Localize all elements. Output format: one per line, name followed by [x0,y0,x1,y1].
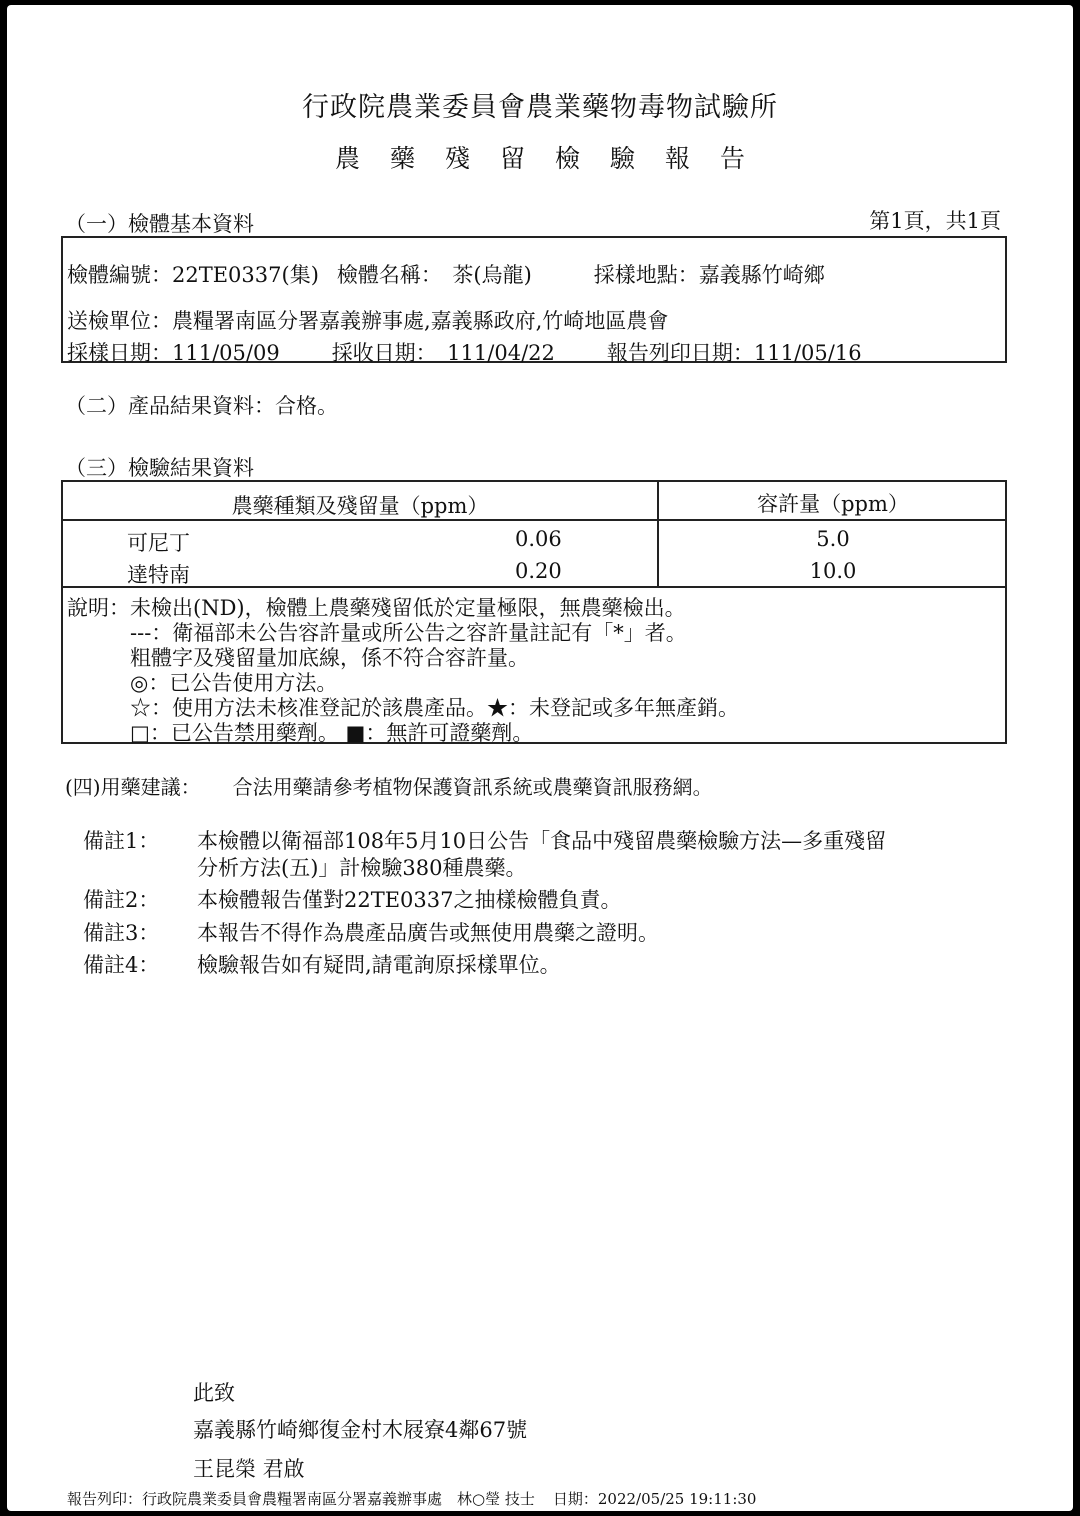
section1-heading: （一）檢體基本資料 [65,212,254,236]
print-date: 報告列印日期：111/05/16 [606,341,862,365]
sample-number: 檢體編號：22TE0337(集) [67,263,319,287]
tolerance-value: 10.0 [809,559,857,583]
header-tolerance: 容許量（ppm） [757,492,909,516]
print-footer [67,1488,756,1509]
residue-value: 0.20 [515,559,562,583]
remark-text: 本報告不得作為農產品廣告或無使用農藥之證明。 [197,921,659,945]
advice-label: (四)用藥建議： [65,775,201,799]
remark-text: 本檢體報告僅對22TE0337之抽樣檢體負責。 [197,888,622,912]
print-timestamp: 日期：2022/05/25 19:11:30 [552,1490,757,1508]
tolerance-value: 5.0 [816,527,850,551]
pesticide-name: 可尼丁 [127,531,190,555]
remark-label: 備註3： [83,921,160,945]
remark-text: 檢驗報告如有疑問,請電詢原採樣單位。 [197,953,561,977]
remark-text: 分析方法(五)」計檢驗380種農藥。 [197,856,527,880]
table-divider [63,586,1005,588]
note-line: □：已公告禁用藥劑。 ■：無許可證藥劑。 [67,721,534,745]
note-line: 粗體字及殘留量加底線，係不符合容許量。 [67,646,529,670]
printed-by: 報告列印：行政院農業委員會農糧署南區分署嘉義辦事處 林○瑩 技士 [67,1490,535,1508]
basic-info-row-3 [67,337,862,367]
harvest-date: 採收日期： 111/04/22 [331,341,555,365]
remark-label: 備註4： [83,953,160,977]
remark-label: 備註2： [83,888,160,912]
section2-product-result: （二）產品結果資料：合格。 [65,394,338,418]
basic-info-box [61,236,1007,363]
page-indicator: 第1頁，共1頁 [869,209,1001,233]
closing-salutation: 此致 [193,1381,235,1405]
org-title: 行政院農業委員會農業藥物毒物試驗所 [302,92,778,123]
advice-text: 合法用藥請參考植物保護資訊系統或農藥資訊服務網。 [232,775,713,799]
sample-date: 採樣日期：111/05/09 [67,341,280,365]
recipient-address: 嘉義縣竹崎鄉復金村木屐寮4鄰67號 [193,1418,528,1442]
report-page [7,5,1073,1511]
header-pesticide: 農藥種類及殘留量（ppm） [231,494,489,518]
results-table [61,480,1007,744]
sample-place: 採樣地點：嘉義縣竹崎鄉 [593,263,825,287]
note-line: ◎：已公告使用方法。 [67,671,338,695]
basic-info-row-1 [67,259,825,289]
sample-name: 檢體名稱： 茶(烏龍) [336,263,532,287]
recipient-name: 王昆榮 君啟 [193,1457,305,1481]
note-line: 說明：未檢出(ND)，檢體上農藥殘留低於定量極限，無農藥檢出。 [67,596,686,620]
section3-heading: （三）檢驗結果資料 [65,456,254,480]
report-title: 農藥殘留檢驗報告 [334,144,775,173]
remark-label: 備註1： [83,829,160,853]
note-line: ---：衛福部未公告容許量或所公告之容許量註記有「*」者。 [67,621,687,645]
pesticide-name: 達特南 [127,563,190,587]
remark-text: 本檢體以衛福部108年5月10日公告「食品中殘留農藥檢驗方法—多重殘留 [197,829,887,853]
note-line: ☆：使用方法未核准登記於該農產品。★：未登記或多年無產銷。 [67,696,739,720]
submitter: 送檢單位：農糧署南區分署嘉義辦事處,嘉義縣政府,竹崎地區農會 [67,309,669,333]
residue-value: 0.06 [515,527,562,551]
section4-advice [65,771,713,800]
